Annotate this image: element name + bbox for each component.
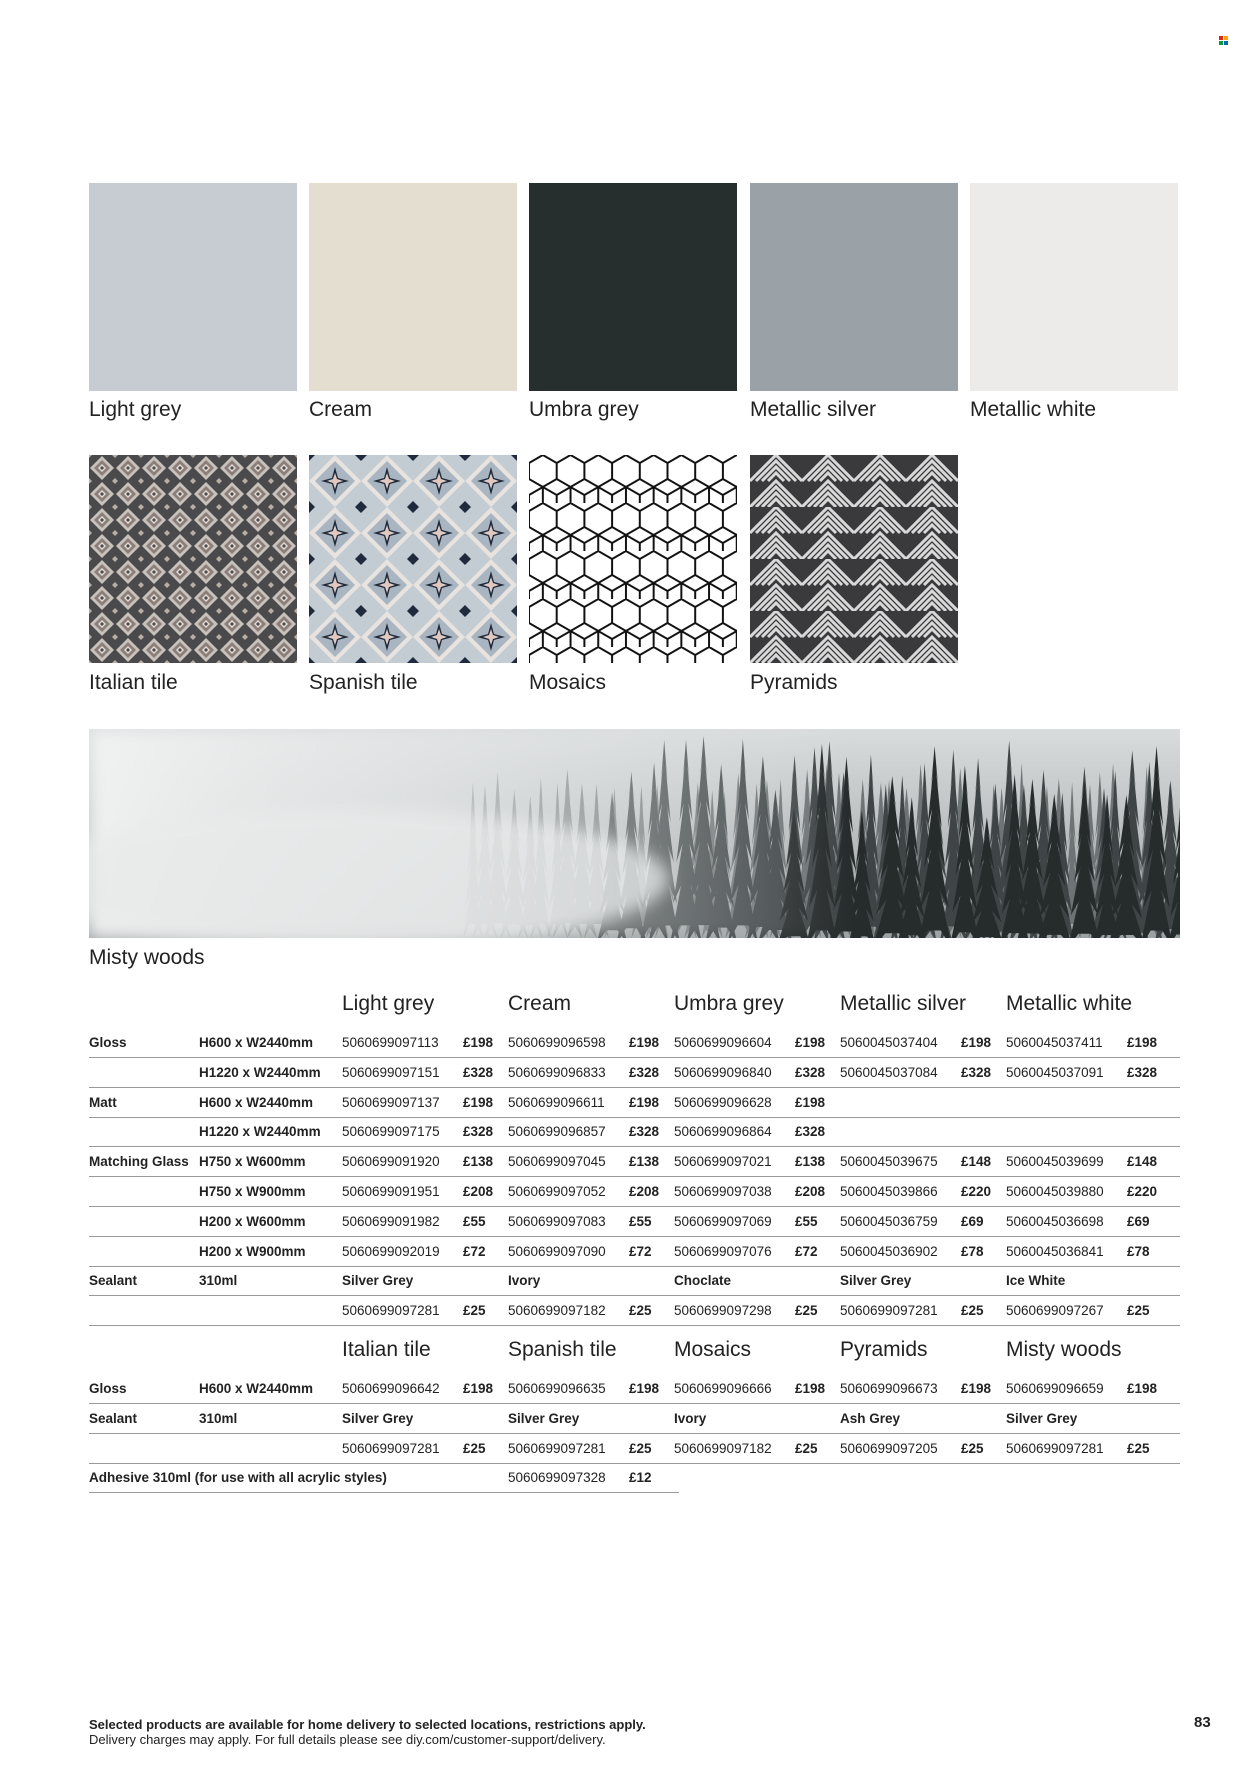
- sealant-colour-cell: Silver Grey: [1006, 1410, 1078, 1426]
- price-cell: £198: [629, 1094, 660, 1110]
- product-code-cell: 5060699097281: [342, 1303, 440, 1319]
- product-type-cell: Gloss: [89, 1035, 127, 1050]
- table-row: [89, 1117, 1180, 1147]
- table-row: [89, 1058, 1180, 1088]
- swatch-light-grey: [89, 183, 297, 391]
- product-code-cell: 5060699096642: [342, 1381, 440, 1396]
- product-code-cell: 5060699097281: [508, 1440, 606, 1456]
- price-cell: £138: [463, 1154, 494, 1170]
- misty-forest-image: [89, 729, 1180, 938]
- column-header: Metallic white: [1006, 992, 1133, 1015]
- swatch-pyramids: [750, 455, 958, 663]
- product-code-cell: 5060045039699: [1006, 1154, 1104, 1170]
- price-cell: £198: [463, 1035, 494, 1050]
- sealant-colour-cell: Ivory: [674, 1410, 707, 1426]
- price-cell: £208: [463, 1184, 494, 1199]
- product-code-cell: 5060699091982: [342, 1213, 440, 1229]
- product-code-cell: 5060699097175: [342, 1124, 440, 1140]
- price-cell: £328: [795, 1064, 826, 1080]
- swatch-label-spanish-tile: Spanish tile: [309, 671, 418, 694]
- swatch-metallic-white: [970, 183, 1178, 391]
- product-code-cell: 5060045036698: [1006, 1213, 1104, 1229]
- swatch-metallic-silver: [750, 183, 958, 391]
- price-cell: £198: [1127, 1381, 1158, 1396]
- product-code-cell: 5060699097137: [342, 1094, 440, 1110]
- product-code-cell: 5060045036902: [840, 1243, 938, 1259]
- product-code-cell: 5060045036759: [840, 1213, 938, 1229]
- size-cell: 310ml: [199, 1273, 238, 1289]
- table-row: [89, 1207, 1180, 1237]
- product-code-cell: 5060699097205: [840, 1440, 938, 1456]
- table-row: [89, 1296, 1180, 1326]
- table-row: [89, 1404, 1180, 1434]
- adhesive-row: [89, 1463, 679, 1493]
- product-code-cell: 5060699097281: [342, 1440, 440, 1456]
- size-cell: H750 x W900mm: [199, 1184, 306, 1199]
- price-cell: £25: [961, 1303, 984, 1319]
- product-code-cell: 5060699096673: [840, 1381, 938, 1396]
- misty-woods-banner: [89, 729, 1180, 938]
- product-code-cell: 5060699097281: [840, 1303, 938, 1319]
- price-cell: £198: [463, 1094, 494, 1110]
- product-code-cell: 5060699097267: [1006, 1303, 1104, 1319]
- price-cell: £78: [1127, 1243, 1150, 1259]
- price-cell: £69: [961, 1213, 984, 1229]
- product-code-cell: 5060045039675: [840, 1154, 938, 1170]
- price-cell: £55: [463, 1213, 486, 1229]
- sealant-colour-cell: Silver Grey: [342, 1273, 414, 1289]
- price-cell: £198: [795, 1381, 826, 1396]
- table-row: [89, 1266, 1180, 1296]
- price-cell: £25: [629, 1440, 652, 1456]
- product-code-cell: 5060699097182: [674, 1440, 772, 1456]
- price-cell: £328: [961, 1064, 992, 1080]
- price-cell: £25: [795, 1440, 818, 1456]
- size-cell: H1220 x W2440mm: [199, 1064, 321, 1080]
- price-cell: £208: [629, 1184, 660, 1199]
- product-code-cell: 5060045036841: [1006, 1243, 1104, 1259]
- swatch-label-mosaics: Mosaics: [529, 671, 607, 694]
- price-cell: £25: [463, 1440, 486, 1456]
- product-code-cell: 5060699097151: [342, 1064, 440, 1080]
- spanish-tile-pattern: [309, 455, 517, 663]
- swatch-umbra-grey: [529, 183, 737, 391]
- swatch-mosaics: [529, 455, 737, 663]
- column-header: Umbra grey: [674, 992, 784, 1015]
- product-code-cell: 5060699096628: [674, 1094, 772, 1110]
- size-cell: H750 x W600mm: [199, 1154, 306, 1170]
- product-code-cell: 5060699096864: [674, 1124, 772, 1140]
- product-code-cell: 5060699097113: [342, 1035, 439, 1050]
- column-header: Misty woods: [1006, 1338, 1122, 1361]
- price-cell: £25: [961, 1440, 984, 1456]
- sealant-colour-cell: Silver Grey: [840, 1273, 912, 1289]
- price-cell: £328: [629, 1124, 660, 1140]
- sealant-colour-cell: Ash Grey: [840, 1410, 901, 1426]
- adhesive-price: £12: [629, 1470, 652, 1486]
- product-code-cell: 5060699091920: [342, 1154, 440, 1170]
- logo-square-blue: [1224, 41, 1228, 45]
- swatch-label-light-grey: Light grey: [89, 398, 182, 421]
- price-cell: £198: [795, 1094, 826, 1110]
- product-code-cell: 5060699092019: [342, 1243, 440, 1259]
- chevron-pyramid-pattern: [750, 455, 958, 663]
- product-code-cell: 5060699097090: [508, 1243, 606, 1259]
- product-code-cell: 5060045037091: [1006, 1064, 1104, 1080]
- product-type-cell: Matching Glass: [89, 1154, 189, 1170]
- price-cell: £198: [961, 1035, 992, 1050]
- adhesive-label: Adhesive 310ml (for use with all acrylic styles): [89, 1470, 387, 1486]
- product-type-cell: Sealant: [89, 1273, 138, 1289]
- product-code-cell: 5060045039866: [840, 1184, 938, 1199]
- delivery-note-line-2: Delivery charges may apply. For full details please see diy.com/customer-support/delivery.: [89, 1732, 606, 1747]
- product-code-cell: 5060699097083: [508, 1213, 606, 1229]
- size-cell: H600 x W2440mm: [199, 1381, 314, 1396]
- hexagon-mosaic-pattern: [529, 455, 737, 663]
- product-code-cell: 5060699097076: [674, 1243, 772, 1259]
- product-type-cell: Matt: [89, 1094, 117, 1110]
- price-cell: £25: [1127, 1440, 1150, 1456]
- sealant-colour-cell: Silver Grey: [508, 1410, 580, 1426]
- swatch-spanish-tile: [309, 455, 517, 663]
- product-code-cell: 5060699097298: [674, 1303, 772, 1319]
- table-row: [89, 1147, 1180, 1177]
- size-cell: H200 x W600mm: [199, 1213, 306, 1229]
- size-cell: H1220 x W2440mm: [199, 1124, 321, 1140]
- price-cell: £72: [629, 1243, 652, 1259]
- swatch-label-metallic-white: Metallic white: [970, 398, 1097, 421]
- price-cell: £198: [629, 1035, 660, 1050]
- price-cell: £55: [795, 1213, 818, 1229]
- table-row: [89, 1028, 1180, 1058]
- column-header: Spanish tile: [508, 1338, 617, 1361]
- sealant-colour-cell: Ivory: [508, 1273, 541, 1289]
- product-code-cell: 5060045037084: [840, 1064, 938, 1080]
- product-code-cell: 5060699097045: [508, 1154, 606, 1170]
- table-row: [89, 1237, 1180, 1267]
- product-code-cell: 5060045037404: [840, 1035, 938, 1050]
- product-code-cell: 5060699096611: [508, 1094, 605, 1110]
- product-type-cell: Sealant: [89, 1410, 138, 1426]
- column-header: Italian tile: [342, 1338, 431, 1361]
- product-code-cell: 5060699096833: [508, 1064, 606, 1080]
- price-cell: £25: [795, 1303, 818, 1319]
- product-code-cell: 5060699097182: [508, 1303, 606, 1319]
- swatch-italian-tile: [89, 455, 297, 663]
- table-row: [89, 1374, 1180, 1404]
- column-header: Light grey: [342, 992, 435, 1015]
- product-code-cell: 5060699096604: [674, 1035, 772, 1050]
- swatch-label-umbra-grey: Umbra grey: [529, 398, 639, 421]
- price-cell: £69: [1127, 1213, 1150, 1229]
- price-cell: £198: [463, 1381, 494, 1396]
- price-cell: £328: [463, 1124, 494, 1140]
- product-code-cell: 5060699096666: [674, 1381, 772, 1396]
- product-code-cell: 5060045039880: [1006, 1184, 1104, 1199]
- product-code-cell: 5060699097021: [674, 1154, 772, 1170]
- price-cell: £198: [961, 1381, 992, 1396]
- column-header: Cream: [508, 992, 572, 1015]
- swatch-label-metallic-silver: Metallic silver: [750, 398, 877, 421]
- column-header: Pyramids: [840, 1338, 928, 1361]
- price-cell: £25: [463, 1303, 486, 1319]
- price-cell: £72: [795, 1243, 818, 1259]
- brand-logo-mark: [1219, 36, 1228, 45]
- swatch-label-misty-woods: Misty woods: [89, 946, 205, 969]
- swatch-label-italian-tile: Italian tile: [89, 671, 178, 694]
- price-cell: £72: [463, 1243, 486, 1259]
- price-cell: £138: [795, 1154, 826, 1170]
- table-row: [89, 1088, 1180, 1118]
- size-cell: 310ml: [199, 1410, 238, 1426]
- table-row: [89, 1177, 1180, 1207]
- price-cell: £198: [795, 1035, 826, 1050]
- product-code-cell: 5060699097038: [674, 1184, 772, 1199]
- column-header: Metallic silver: [840, 992, 967, 1015]
- product-code-cell: 5060699096840: [674, 1064, 772, 1080]
- size-cell: H600 x W2440mm: [199, 1035, 314, 1050]
- price-cell: £328: [1127, 1064, 1158, 1080]
- italian-tile-pattern: [89, 455, 297, 663]
- price-cell: £208: [795, 1184, 826, 1199]
- logo-square-green: [1219, 41, 1223, 45]
- product-code-cell: 5060699097052: [508, 1184, 606, 1199]
- price-cell: £138: [629, 1154, 660, 1170]
- price-cell: £198: [629, 1381, 660, 1396]
- product-code-cell: 5060699096857: [508, 1124, 606, 1140]
- price-cell: £198: [1127, 1035, 1158, 1050]
- sealant-colour-cell: Ice White: [1006, 1273, 1066, 1289]
- price-cell: £328: [795, 1124, 826, 1140]
- table-row: [89, 1434, 1180, 1464]
- sealant-colour-cell: Choclate: [674, 1273, 732, 1289]
- swatch-cream: [309, 183, 517, 391]
- product-code-cell: 5060045037411: [1006, 1035, 1103, 1050]
- price-cell: £220: [961, 1184, 992, 1199]
- product-code-cell: 5060699096635: [508, 1381, 606, 1396]
- product-type-cell: Gloss: [89, 1381, 127, 1396]
- price-cell: £148: [961, 1154, 992, 1170]
- price-cell: £220: [1127, 1184, 1158, 1199]
- price-cell: £55: [629, 1213, 652, 1229]
- product-code-cell: 5060699097069: [674, 1213, 772, 1229]
- sealant-colour-cell: Silver Grey: [342, 1410, 414, 1426]
- price-cell: £328: [463, 1064, 494, 1080]
- product-code-cell: 5060699096598: [508, 1035, 606, 1050]
- price-cell: £78: [961, 1243, 984, 1259]
- logo-square-red: [1219, 36, 1223, 40]
- delivery-note-line-1: Selected products are available for home delivery to selected locations, restrictions apply.: [89, 1717, 646, 1732]
- swatch-label-pyramids: Pyramids: [750, 671, 838, 694]
- swatch-label-cream: Cream: [309, 398, 373, 421]
- page-number: 83: [1194, 1714, 1211, 1731]
- price-cell: £25: [629, 1303, 652, 1319]
- price-cell: £328: [629, 1064, 660, 1080]
- column-header: Mosaics: [674, 1338, 752, 1361]
- adhesive-code: 5060699097328: [508, 1470, 606, 1486]
- product-code-cell: 5060699097281: [1006, 1440, 1104, 1456]
- size-cell: H600 x W2440mm: [199, 1094, 314, 1110]
- delivery-note: [89, 1717, 646, 1747]
- product-code-cell: 5060699096659: [1006, 1381, 1104, 1396]
- product-code-cell: 5060699091951: [342, 1184, 440, 1199]
- size-cell: H200 x W900mm: [199, 1243, 306, 1259]
- price-cell: £25: [1127, 1303, 1150, 1319]
- logo-square-orange: [1224, 36, 1228, 40]
- price-cell: £148: [1127, 1154, 1158, 1170]
